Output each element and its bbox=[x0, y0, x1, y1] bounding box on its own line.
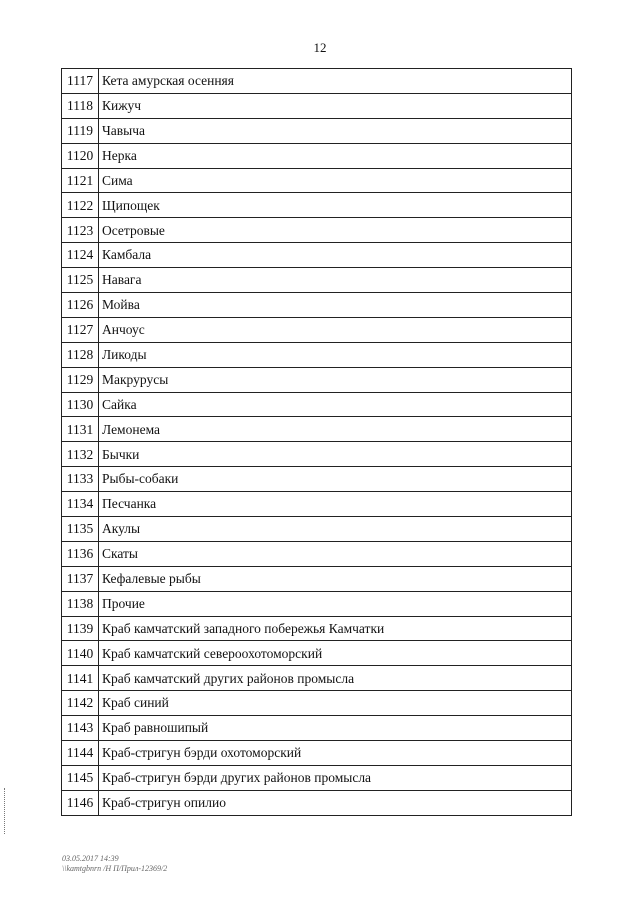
row-species-name: Кета амурская осенняя bbox=[99, 69, 572, 94]
row-species-name: Акулы bbox=[99, 517, 572, 542]
row-species-name: Нерка bbox=[99, 143, 572, 168]
table-row bbox=[62, 666, 572, 691]
row-code: 1121 bbox=[62, 168, 99, 193]
row-code: 1134 bbox=[62, 492, 99, 517]
row-code: 1138 bbox=[62, 591, 99, 616]
table-row bbox=[62, 193, 572, 218]
row-species-name: Краб синий bbox=[99, 691, 572, 716]
footer-timestamp: 03.05.2017 14:39 bbox=[62, 854, 119, 863]
row-species-name: Осетровые bbox=[99, 218, 572, 243]
table-row bbox=[62, 268, 572, 293]
row-code: 1139 bbox=[62, 616, 99, 641]
margin-mark bbox=[4, 788, 6, 834]
row-species-name: Анчоус bbox=[99, 317, 572, 342]
table-row bbox=[62, 243, 572, 268]
row-code: 1135 bbox=[62, 517, 99, 542]
row-code: 1131 bbox=[62, 417, 99, 442]
row-code: 1140 bbox=[62, 641, 99, 666]
row-species-name: Бычки bbox=[99, 442, 572, 467]
table-row bbox=[62, 93, 572, 118]
table-row bbox=[62, 118, 572, 143]
row-code: 1136 bbox=[62, 541, 99, 566]
row-species-name: Краб камчатский североохотоморский bbox=[99, 641, 572, 666]
row-species-name: Лемонема bbox=[99, 417, 572, 442]
row-code: 1128 bbox=[62, 342, 99, 367]
table-row bbox=[62, 392, 572, 417]
row-code: 1127 bbox=[62, 317, 99, 342]
row-code: 1118 bbox=[62, 93, 99, 118]
row-species-name: Скаты bbox=[99, 541, 572, 566]
row-code: 1137 bbox=[62, 566, 99, 591]
row-code: 1129 bbox=[62, 367, 99, 392]
row-code: 1119 bbox=[62, 118, 99, 143]
row-species-name: Макрурусы bbox=[99, 367, 572, 392]
table-row bbox=[62, 168, 572, 193]
row-species-name: Навага bbox=[99, 268, 572, 293]
row-species-name: Сайка bbox=[99, 392, 572, 417]
row-species-name: Краб-стригун бэрди других районов промысла bbox=[99, 765, 572, 790]
row-species-name: Сима bbox=[99, 168, 572, 193]
table-row bbox=[62, 317, 572, 342]
table-row bbox=[62, 790, 572, 815]
table-row bbox=[62, 541, 572, 566]
table-row bbox=[62, 293, 572, 318]
row-species-name: Кефалевые рыбы bbox=[99, 566, 572, 591]
table-row bbox=[62, 641, 572, 666]
row-code: 1126 bbox=[62, 293, 99, 318]
table-row bbox=[62, 616, 572, 641]
table-row bbox=[62, 517, 572, 542]
row-code: 1133 bbox=[62, 467, 99, 492]
table-row bbox=[62, 492, 572, 517]
row-species-name: Песчанка bbox=[99, 492, 572, 517]
row-species-name: Рыбы-собаки bbox=[99, 467, 572, 492]
row-code: 1120 bbox=[62, 143, 99, 168]
row-species-name: Камбала bbox=[99, 243, 572, 268]
row-species-name: Краб камчатский других районов промысла bbox=[99, 666, 572, 691]
table-row bbox=[62, 691, 572, 716]
row-code: 1123 bbox=[62, 218, 99, 243]
row-species-name: Чавыча bbox=[99, 118, 572, 143]
table-row bbox=[62, 143, 572, 168]
row-code: 1125 bbox=[62, 268, 99, 293]
table-row bbox=[62, 591, 572, 616]
table-row bbox=[62, 218, 572, 243]
table-row bbox=[62, 741, 572, 766]
row-code: 1117 bbox=[62, 69, 99, 94]
page-number: 12 bbox=[313, 40, 327, 55]
row-species-name: Щипощек bbox=[99, 193, 572, 218]
row-species-name: Краб камчатский западного побережья Камчатки bbox=[99, 616, 572, 641]
table-row bbox=[62, 342, 572, 367]
table-row bbox=[62, 566, 572, 591]
row-code: 1146 bbox=[62, 790, 99, 815]
row-code: 1132 bbox=[62, 442, 99, 467]
row-species-name: Кижуч bbox=[99, 93, 572, 118]
row-species-name: Краб равношипый bbox=[99, 716, 572, 741]
row-code: 1143 bbox=[62, 716, 99, 741]
table-row bbox=[62, 69, 572, 94]
table-row bbox=[62, 765, 572, 790]
row-species-name: Мойва bbox=[99, 293, 572, 318]
row-code: 1124 bbox=[62, 243, 99, 268]
row-species-name: Ликоды bbox=[99, 342, 572, 367]
row-code: 1122 bbox=[62, 193, 99, 218]
row-species-name: Краб-стригун бэрди охотоморский bbox=[99, 741, 572, 766]
document-footer bbox=[62, 854, 167, 875]
table-row bbox=[62, 367, 572, 392]
species-code-table bbox=[61, 68, 572, 816]
row-code: 1144 bbox=[62, 741, 99, 766]
row-species-name: Краб-стригун опилио bbox=[99, 790, 572, 815]
row-code: 1145 bbox=[62, 765, 99, 790]
table-row bbox=[62, 716, 572, 741]
table-row bbox=[62, 417, 572, 442]
row-species-name: Прочие bbox=[99, 591, 572, 616]
row-code: 1130 bbox=[62, 392, 99, 417]
row-code: 1142 bbox=[62, 691, 99, 716]
row-code: 1141 bbox=[62, 666, 99, 691]
table-row bbox=[62, 467, 572, 492]
table-row bbox=[62, 442, 572, 467]
footer-file-path: \\kamtgbnrn /Н П/Прил-12369/2 bbox=[62, 864, 168, 874]
